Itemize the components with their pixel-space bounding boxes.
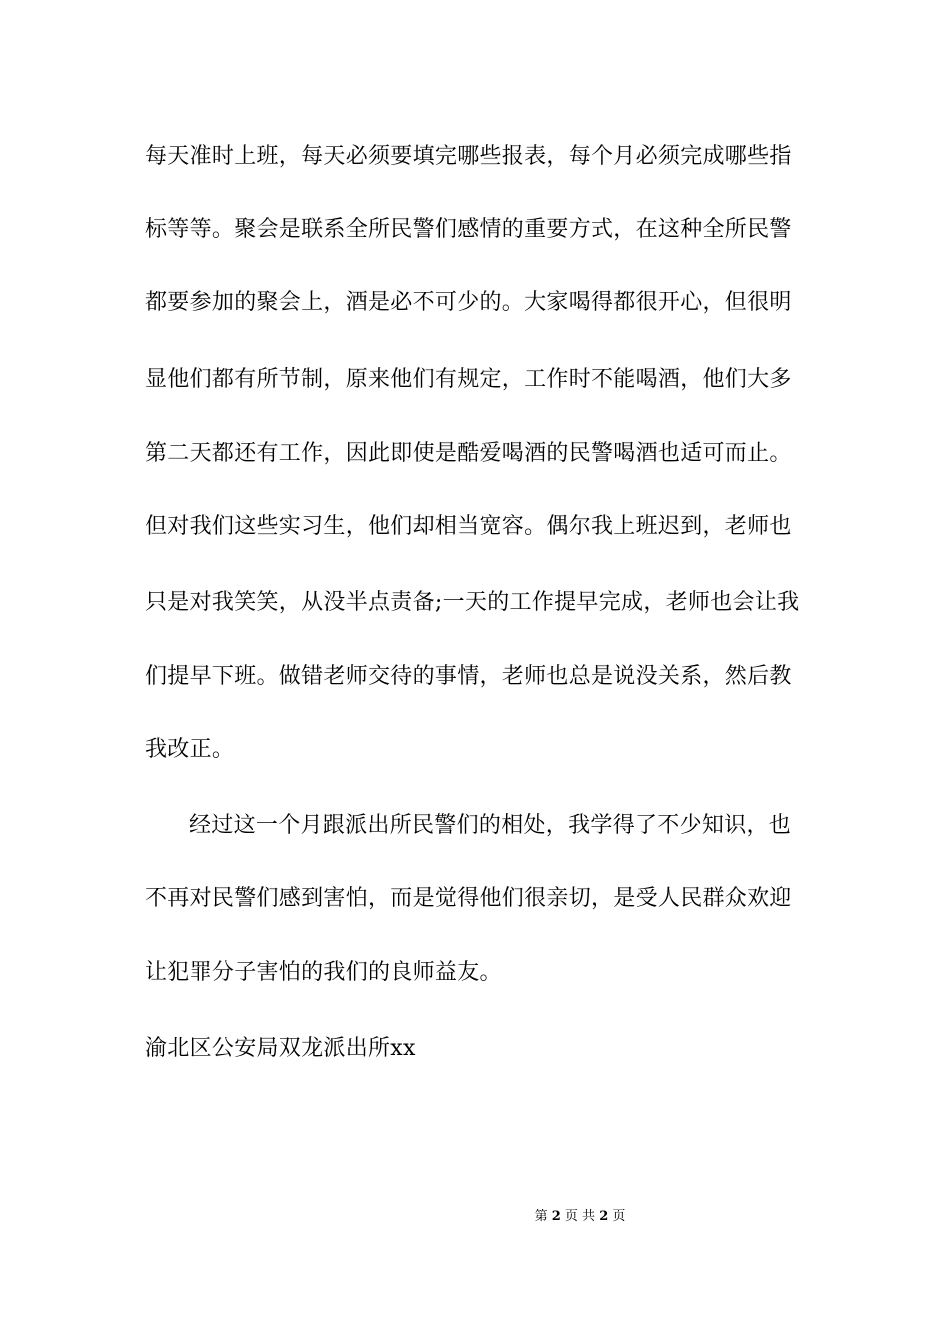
text-line: 不再对民警们感到害怕，而是觉得他们很亲切，是受人民群众欢迎 [145,886,792,911]
text-line: 每天准时上班，每天必须要填完哪些报表，每个月必须完成哪些指 [145,144,792,169]
total-page-number: 2 [599,1209,609,1224]
page-footer [0,1208,950,1226]
text-line: 第二天都还有工作，因此即使是酷爱喝酒的民警喝酒也适可而止。 [145,441,792,466]
text-line: 都要参加的聚会上，酒是必不可少的。大家喝得都很开心，但很明 [145,290,792,315]
text-line: 标等等。聚会是联系全所民警们感情的重要方式，在这种全所民警 [145,217,792,242]
text-line: 我改正。 [145,737,235,762]
text-line: 但对我们这些实习生，他们却相当宽容。偶尔我上班迟到，老师也 [145,514,792,539]
footer-middle: 页 共 [564,1209,596,1224]
footer-prefix: 第 [534,1209,548,1224]
paragraph-first-line: 经过这一个月跟派出所民警们的相处，我学得了不少知识，也 [189,813,792,838]
text-line: 只是对我笑笑，从没半点责备;一天的工作提早完成，老师也会让我 [145,590,800,615]
page-number [535,1208,626,1226]
footer-suffix: 页 [612,1209,626,1224]
text-line: 们提早下班。做错老师交待的事情，老师也总是说没关系，然后教 [145,664,792,689]
signature-line: 渝北区公安局双龙派出所xx [145,1036,416,1061]
current-page-number: 2 [551,1209,561,1224]
text-line: 让犯罪分子害怕的我们的良师益友。 [145,960,502,985]
text-line: 显他们都有所节制，原来他们有规定，工作时不能喝酒，他们大多 [145,367,792,392]
